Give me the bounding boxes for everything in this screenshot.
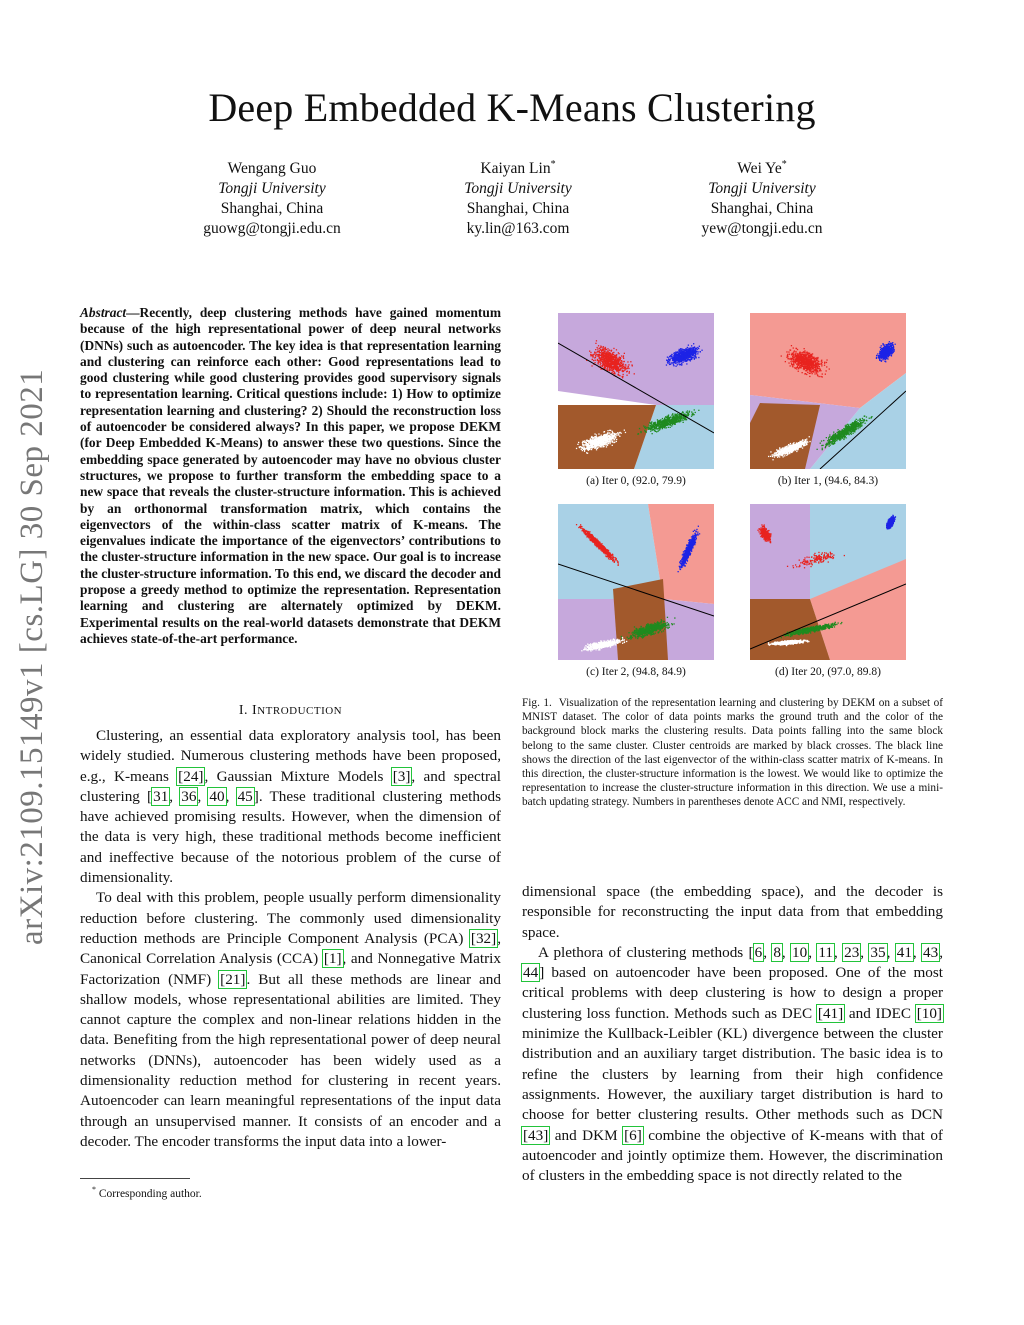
text-run: combine the objective of K-means with that of autoencoder and jointly optimize them. However, the discrimination of clusters in the embedding space is not directly related to the — [522, 1126, 943, 1185]
citation-link[interactable]: [1] — [323, 950, 342, 968]
text-run: Clustering, an essential data exploratory analysis tool, has been widely studied. Numerous clustering methods have been proposed, e.g., K-means — [80, 727, 501, 785]
author-location: Shanghai, China — [220, 200, 324, 218]
author-email: ky.lin@163.com — [466, 220, 570, 238]
citation-link[interactable]: 43 — [923, 943, 939, 961]
text-run: , — [763, 943, 773, 961]
figure-panel-b — [750, 313, 906, 469]
right-column-text — [522, 882, 943, 1186]
text-run: , — [197, 787, 209, 805]
author-name: Wei Ye — [737, 160, 782, 178]
text-run: , — [225, 787, 237, 805]
subcaption-a: (a) Iter 0, (92.0, 79.9) — [586, 475, 686, 487]
subcaption-b: (b) Iter 1, (94.6, 84.3) — [777, 475, 879, 487]
citation-link[interactable]: 6 — [754, 943, 763, 961]
citation-link[interactable]: [41] — [817, 1004, 844, 1022]
text-run: . But all these methods are linear and shallow models, whose representational abilities are limited. They cannot capture the complex and non-linear relations hidden in the data. Benefiting from the high representational power of deep neural networks (DNNs), autoencoder has been widely used as a dimensionality reduction method for clustering in recent years. Autoencoder can learn meaningful representations of the input data through an unsupervised manner. It consists of an encoder and a decoder. The encoder transforms the input data into a lower- — [80, 970, 501, 1150]
text-run: To deal with this problem, people usually perform dimensionality reduction before clustering. The commonly used dimensionality reduction methods are Principle Component Analysis (PCA) — [80, 889, 501, 947]
author-name: Wengang Guo — [227, 160, 317, 178]
citation-link[interactable]: [24] — [178, 767, 204, 785]
figure-caption-label: Fig. 1. — [522, 697, 552, 709]
section-first-letter: I — [252, 703, 258, 718]
text-run: , — [860, 943, 870, 961]
figure-caption-text: Visualization of the representation learning and clustering by DEKM on a subset of MNIST dataset. The color of data points marks the ground truth and the color of the background block marks the clustering results. Data points falling into the same block belong to the same cluster. Cluster centroids are marked by black crosses. The black line shows the direction of the last eigenvector of the within-class scatter matrix of K-means. In this direction, the cluster-structure information is the lowest. We would like to optimize the representation to increase the cluster-structure information in this direction. We use a mini-batch updating strategy. Numbers in parentheses denote ACC and NMI, respectively. — [522, 697, 944, 809]
author-affiliation: Tongji University — [708, 180, 816, 198]
citation-link[interactable]: 31 — [153, 787, 169, 805]
author-block-2 — [403, 155, 633, 239]
author-mark: * — [550, 159, 556, 170]
citation-link[interactable]: 10 — [792, 943, 808, 961]
text-run: , — [781, 943, 792, 961]
author-email: guowg@tongji.edu.cn — [203, 220, 341, 238]
abstract — [80, 305, 501, 647]
text-run: , Gaussian Mixture Models — [204, 767, 392, 785]
author-location: Shanghai, China — [710, 200, 814, 218]
intro-paragraph-2 — [80, 888, 501, 1152]
citation-link[interactable]: 8 — [773, 943, 781, 961]
author-affiliation: Tongji University — [464, 180, 572, 198]
scatter-plot-c — [558, 504, 714, 660]
citation-link[interactable]: 35 — [870, 943, 886, 961]
citation-link[interactable]: [6] — [624, 1126, 642, 1144]
text-run: minimize the Kullback-Leibler (KL) divergence between the cluster distribution and an auxiliary target distribution. The basic idea is to refine the clusters by learning from their high confidence assignments. However, the auxiliary target distribution is hard to choose for better clustering results. Other methods such as DCN — [522, 1025, 943, 1124]
text-run: , Canonical Correlation Analysis (CCA) — [80, 929, 501, 968]
text-run: , — [808, 943, 818, 961]
intro-paragraph-1 — [80, 726, 501, 888]
citation-link[interactable]: [43] — [523, 1126, 549, 1144]
abstract-text: —Recently, deep clustering methods have gained momentum because of the high representational power of deep neural networks (DNNs) such as autoencoder. The key idea is that representation learning and clustering can reinforce each other: Good representations lead to good clustering while good clustering provides good supervisory signals to representation learning. Critical questions include: 1) How to optimize representation learning and clustering? 2) Should the reconstruction loss of autoencoder be considered always? In this paper, we propose DEKM (for Deep Embedded K-Means) to answer these two questions. Since the embedding space generated by autoencoder may have no obvious cluster structures, we propose to further transform the embedding space to a new space that reveals the cluster-structure information. This is achieved by an orthonormal transformation matrix, which contains the eigenvectors of the within-class scatter matrix of K-means. The eigenvalues indicate the importance of the eigenvectors’ contributions to the cluster-structure information in the new space. Our goal is to increase the cluster-structure information. To this end, we discard the decoder and propose a greedy method to optimize the representation. Representation learning and clustering are alternately optimized by DEKM. Experimental results on the real-world datasets demonstrate that DEKM achieves state-of-the-art performance. — [80, 305, 501, 646]
citation-link[interactable]: [21] — [220, 970, 246, 988]
scatter-plot-b — [750, 313, 906, 469]
footnote-rule — [80, 1178, 190, 1179]
text-run: and IDEC — [844, 1004, 916, 1022]
author-block-1 — [157, 155, 387, 239]
text-run: , — [169, 787, 181, 805]
citation-link[interactable]: [10] — [916, 1004, 942, 1022]
right-paragraph-1: dimensional space (the embedding space), and the decoder is responsible for reconstructing the input data from that embedding space. — [522, 883, 943, 941]
citation-link[interactable]: 44 — [523, 964, 539, 982]
intro-left-column — [80, 726, 501, 1152]
scatter-plot-d — [750, 504, 906, 660]
subcaption-d: (d) Iter 20, (97.0, 89.8) — [774, 666, 882, 678]
citation-link[interactable]: [3] — [392, 767, 411, 785]
author-email: yew@tongji.edu.cn — [701, 220, 823, 238]
author-affiliation: Tongji University — [218, 180, 326, 198]
subcaption-c: (c) Iter 2, (94.8, 84.9) — [586, 666, 686, 678]
author-name: Kaiyan Lin — [480, 160, 551, 178]
scatter-plot-a — [558, 313, 714, 469]
footnote — [92, 1185, 202, 1200]
footnote-text: Corresponding author. — [98, 1187, 202, 1200]
citation-link[interactable]: 40 — [209, 787, 225, 805]
citation-link[interactable]: 45 — [237, 787, 253, 805]
author-mark: * — [781, 159, 787, 170]
text-run: , — [833, 943, 844, 961]
text-run: , — [939, 943, 944, 961]
section-number: I. — [238, 703, 249, 718]
footnote-mark: * — [92, 1185, 96, 1194]
section-title-rest: NTRODUCTION — [257, 705, 343, 717]
abstract-label: Abstract — [80, 305, 127, 320]
paper-title: Deep Embedded K-Means Clustering — [208, 85, 816, 130]
citation-link[interactable]: 41 — [896, 943, 912, 961]
text-run: , and spectral clustering [ — [80, 767, 501, 805]
figure-panel-d — [750, 504, 906, 660]
text-run: , — [886, 943, 896, 961]
section-heading-introduction — [80, 703, 501, 719]
figure-panel-c — [558, 504, 714, 660]
figure-caption — [522, 696, 943, 810]
citation-link[interactable]: 36 — [181, 787, 197, 805]
citation-link[interactable]: 23 — [844, 943, 860, 961]
citation-link[interactable]: [32] — [470, 929, 497, 947]
arxiv-stamp: arXiv:2109.15149v1 [cs.LG] 30 Sep 2021 — [14, 368, 50, 945]
author-location: Shanghai, China — [466, 200, 570, 218]
figure-panel-a — [558, 313, 714, 469]
text-run: and DKM — [549, 1126, 624, 1144]
author-block-3 — [647, 155, 877, 239]
citation-link[interactable]: 11 — [818, 943, 833, 961]
text-run: ]. These traditional clustering methods have achieved promising results. However, when the dimension of the data is very high, these traditional methods become inefficient and ineffective because of the notorious problem of the curse of dimensionality. — [80, 787, 502, 887]
right-paragraph-2 — [522, 943, 943, 1187]
text-run: , — [912, 943, 923, 961]
text-run: ] based on autoencoder have been proposed. One of the most critical problems with deep clustering is how to design a proper clustering loss function. Methods such as DEC — [522, 964, 943, 1022]
text-run: , and Nonnegative Matrix Factorization (NMF) — [80, 950, 501, 988]
text-run: A plethora of clustering methods [ — [538, 943, 754, 961]
